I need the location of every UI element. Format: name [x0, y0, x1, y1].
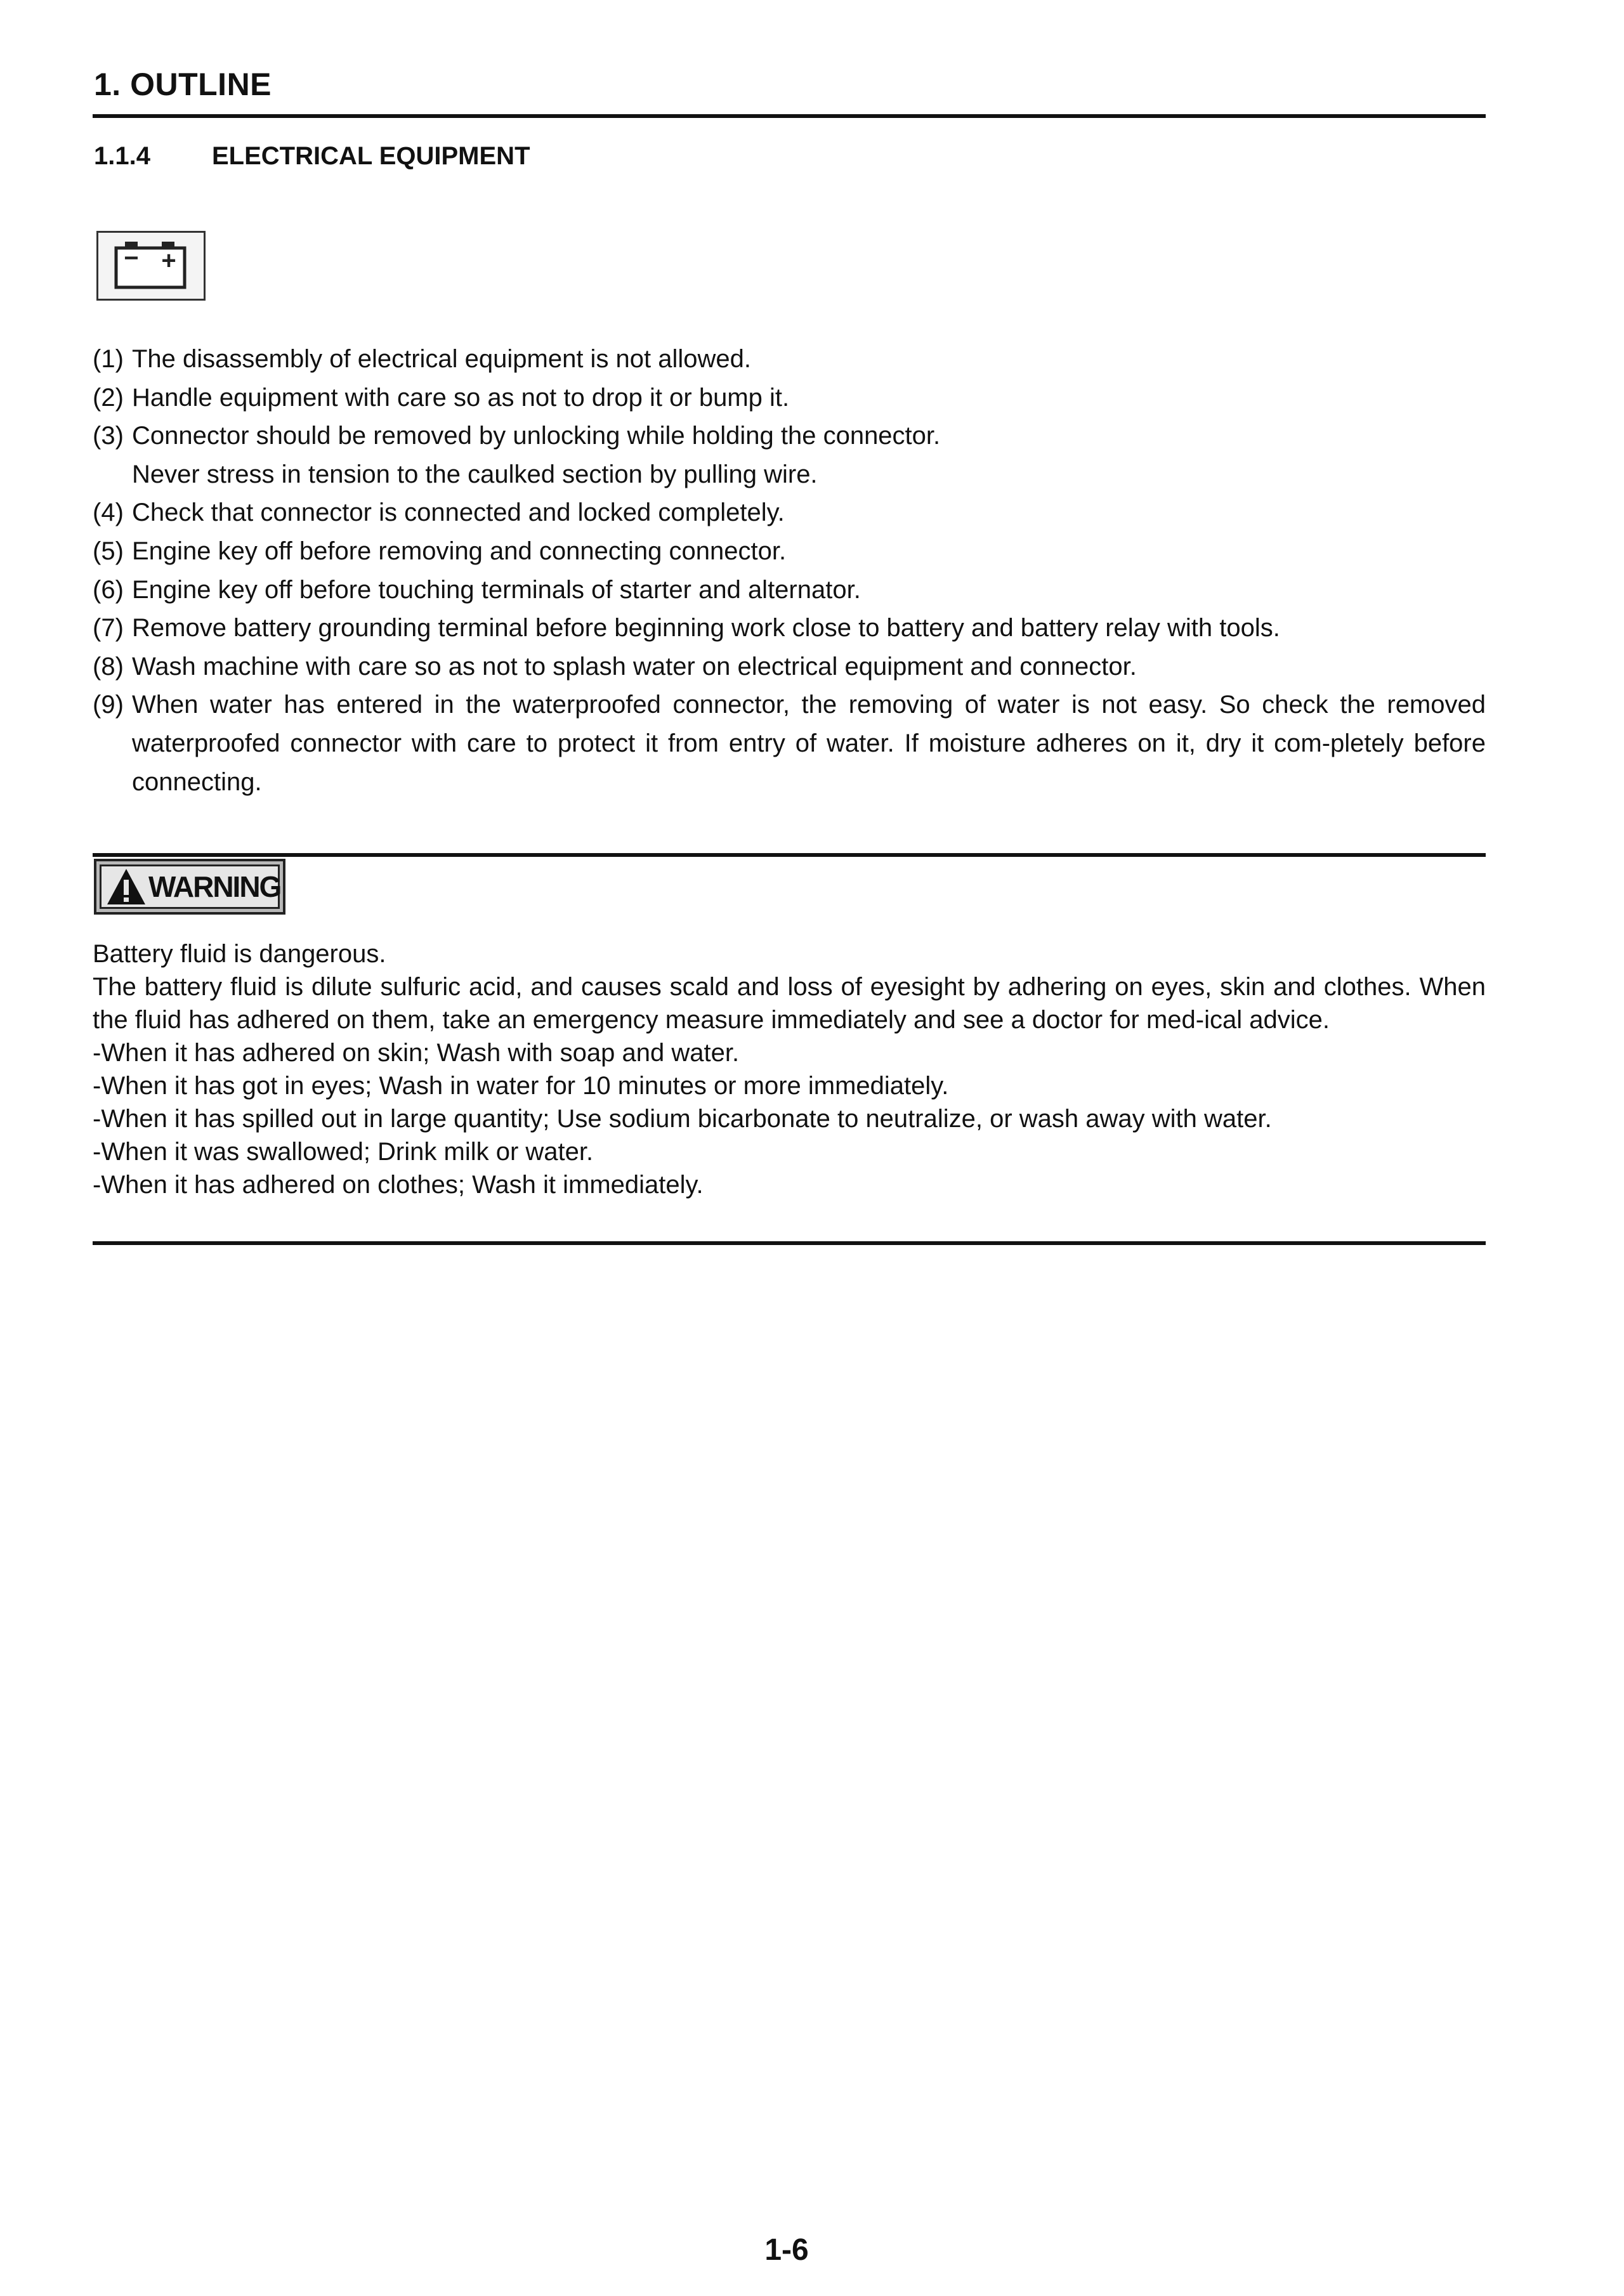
- battery-symbol-box: [96, 231, 206, 301]
- precaution-line: Never stress in tension to the caulked section by pulling wire.: [132, 460, 818, 488]
- warning-paragraph: -When it was swallowed; Drink milk or water.: [93, 1138, 594, 1166]
- section-number: 1.1.4: [94, 142, 150, 170]
- section-title: ELECTRICAL EQUIPMENT: [212, 142, 530, 170]
- precaution-text: [132, 571, 1486, 610]
- warning-triangle-icon: [105, 867, 147, 906]
- precaution-text: [132, 493, 1486, 532]
- precaution-text: [132, 340, 1486, 379]
- precaution-marker: (6): [93, 575, 124, 604]
- warning-text: [93, 937, 1486, 1201]
- warning-label: WARNING: [148, 870, 281, 903]
- precaution-line: Handle equipment with care so as not to drop it or bump it.: [132, 383, 790, 412]
- precaution-line: Remove battery grounding terminal before beginning work close to battery and battery relay with tools.: [132, 614, 1280, 642]
- precaution-item: [93, 417, 1486, 493]
- precaution-marker: (2): [93, 383, 124, 412]
- precaution-line: The disassembly of electrical equipment is not allowed.: [132, 345, 752, 373]
- precaution-marker: (9): [93, 691, 124, 719]
- precaution-item: [93, 340, 1486, 379]
- precaution-item: [93, 532, 1486, 571]
- chapter-title: 1. OUTLINE: [94, 67, 272, 102]
- precaution-list: [93, 340, 1486, 801]
- precaution-text: [132, 417, 1486, 493]
- precaution-marker: (8): [93, 652, 124, 681]
- precaution-marker: (7): [93, 614, 124, 642]
- precaution-text: [132, 379, 1486, 417]
- precaution-item: [93, 493, 1486, 532]
- section-heading: [94, 142, 530, 171]
- precaution-line: Engine key off before removing and connecting connector.: [132, 537, 787, 565]
- precaution-text: [132, 648, 1486, 686]
- precaution-marker: (3): [93, 422, 124, 450]
- precaution-line: When water has entered in the waterproofed connector, the removing of water is not easy. So check the removed waterproofed connector with care to protect it from entry of water. If moisture adheres on it, dry it com-pletely before connecting.: [132, 691, 1486, 796]
- precaution-marker: (5): [93, 537, 124, 565]
- precaution-marker: (4): [93, 499, 124, 527]
- warning-badge: [94, 859, 285, 915]
- warning-top-rule: [93, 853, 1486, 857]
- precaution-line: Check that connector is connected and locked completely.: [132, 499, 785, 527]
- precaution-marker: (1): [93, 345, 124, 373]
- precaution-item: [93, 571, 1486, 610]
- precaution-line: Engine key off before touching terminals of starter and alternator.: [132, 575, 861, 604]
- warning-paragraph: -When it has adhered on skin; Wash with soap and water.: [93, 1039, 740, 1067]
- precaution-item: [93, 379, 1486, 417]
- precaution-item: [93, 648, 1486, 686]
- warning-paragraph: -When it has spilled out in large quantity; Use sodium bicarbonate to neutralize, or wash away with water.: [93, 1105, 1272, 1133]
- warning-paragraph: -When it has adhered on clothes; Wash it immediately.: [93, 1171, 704, 1199]
- warning-paragraph: The battery fluid is dilute sulfuric acid, and causes scald and loss of eyesight by adhering on eyes, skin and clothes. When the fluid has adhered on them, take an emergency measure immediately and see a doctor for med-ical advice.: [93, 973, 1486, 1034]
- battery-plus: +: [161, 247, 176, 275]
- warning-badge-inner: [100, 864, 280, 909]
- precaution-text: [132, 532, 1486, 571]
- precaution-line: Wash machine with care so as not to splash water on electrical equipment and connector.: [132, 652, 1137, 681]
- warning-bottom-rule: [93, 1241, 1486, 1245]
- warning-paragraph: -When it has got in eyes; Wash in water for 10 minutes or more immediately.: [93, 1072, 949, 1100]
- chapter-rule: [93, 114, 1486, 118]
- battery-minus: −: [124, 244, 139, 272]
- warning-paragraph: Battery fluid is dangerous.: [93, 940, 386, 968]
- battery-icon: [98, 233, 204, 299]
- page-number: 1-6: [764, 2233, 809, 2267]
- precaution-line: Connector should be removed by unlocking while holding the connector.: [132, 422, 941, 450]
- precaution-item: [93, 686, 1486, 801]
- precaution-text: [132, 609, 1486, 648]
- precaution-text: [132, 686, 1486, 801]
- precaution-item: [93, 609, 1486, 648]
